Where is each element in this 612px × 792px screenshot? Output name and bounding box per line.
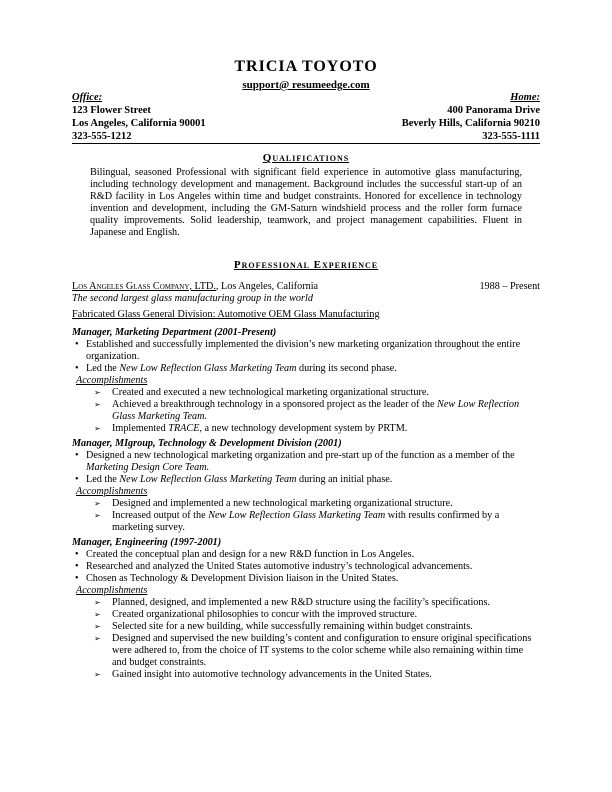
list-item: • Researched and analyzed the United States automotive industry’s technological advancements. [72, 561, 540, 573]
home-street: 400 Panorama Drive [447, 105, 540, 116]
company-location: , Los Angeles, California [215, 281, 319, 292]
role-duties [72, 339, 540, 375]
qualifications-text: Bilingual, seasoned Professional with significant field experience in automotive glass manufacturing, including technology development and management. Background includes the successful start-up of an R&D facility in Los Angeles within time and budget constraints. Honored for excellence in technology invention and development, including the GM-Saturn windshield process and the roller form furnace quality improvements. Solid leadership, teamwork, and project management capabilities. Fluent in Japanese and English. [90, 167, 522, 238]
home-label: Home: [510, 92, 540, 103]
home-city: Beverly Hills, California 90210 [401, 118, 540, 129]
office-city: Los Angeles, California 90001 [72, 118, 206, 129]
list-item: ➢ Increased output of the New Low Reflection Glass Marketing Team with results confirmed by a marketing survey. [72, 510, 540, 534]
company-line [72, 281, 540, 293]
company-name: Los Angeles Glass Company, LTD. [72, 281, 216, 292]
role-title: Manager, Marketing Department (2001-Present) [72, 327, 277, 338]
role-title: Manager, MIgroup, Technology & Development Division (2001) [72, 438, 342, 449]
accomplishments-label: Accomplishments [76, 585, 148, 596]
list-item: • Led the New Low Reflection Glass Marketing Team during an initial phase. [72, 474, 540, 486]
list-item: • Designed a new technological marketing organization and pre-start up of the function as a member of the Marketing Design Core Team. [72, 450, 540, 474]
home-phone: 323-555-1111 [482, 131, 540, 142]
experience-heading: Professional Experience [233, 259, 379, 271]
accomplishments-label: Accomplishments [76, 486, 148, 497]
list-item: ➢ Designed and supervised the new building’s content and configuration to ensure original specifications were adhered to, from the choice of IT systems to the color scheme while also remaining within time and budget constraints. [72, 633, 540, 669]
email-link[interactable]: support@ resumeedge.com [242, 79, 370, 91]
list-item: ➢ Achieved a breakthrough technology in a sponsored project as the leader of the New Low Reflection Glass Marketing Team. [72, 399, 540, 423]
experience-section [72, 281, 540, 681]
office-phone: 323-555-1212 [72, 131, 132, 142]
division-name: Fabricated Glass General Division: Automotive OEM Glass Manufacturing [72, 309, 380, 320]
list-item: • Established and successfully implemented the division’s new marketing organization throughout the entire organization. [72, 339, 540, 363]
qualifications-heading: Qualifications [262, 152, 350, 164]
office-street: 123 Flower Street [72, 105, 151, 116]
role-title: Manager, Engineering (1997-2001) [72, 537, 222, 548]
list-item: • Chosen as Technology & Development Division liaison in the United States. [72, 573, 540, 585]
office-label: Office: [72, 92, 103, 103]
list-item: ➢ Gained insight into automotive technology advancements in the United States. [72, 669, 540, 681]
accomplishments-list [72, 498, 540, 534]
list-item: • Created the conceptual plan and design for a new R&D function in Los Angeles. [72, 549, 540, 561]
list-item: ➢ Selected site for a new building, while successfully remaining within budget constraints. [72, 621, 540, 633]
company-tagline: The second largest glass manufacturing group in the world [72, 293, 313, 304]
list-item: ➢ Designed and implemented a new technological marketing organizational structure. [72, 498, 540, 510]
role-duties [72, 549, 540, 585]
candidate-name: TRICIA TOYOTO [234, 58, 378, 75]
home-address [402, 91, 540, 143]
employment-dates: 1988 – Present [479, 281, 540, 292]
list-item: ➢ Created organizational philosophies to concur with the improved structure. [72, 609, 540, 621]
accomplishments-label: Accomplishments [76, 375, 148, 386]
list-item: ➢ Implemented TRACE, a new technology development system by PRTM. [72, 423, 540, 435]
accomplishments-list [72, 597, 540, 681]
accomplishments-list [72, 387, 540, 435]
list-item: • Led the New Low Reflection Glass Marketing Team during its second phase. [72, 363, 540, 375]
list-item: ➢ Created and executed a new technological marketing organizational structure. [72, 387, 540, 399]
office-address [72, 91, 206, 143]
header-divider [72, 143, 540, 144]
list-item: ➢ Planned, designed, and implemented a new R&D structure using the facility’s specifications. [72, 597, 540, 609]
role-duties [72, 450, 540, 486]
